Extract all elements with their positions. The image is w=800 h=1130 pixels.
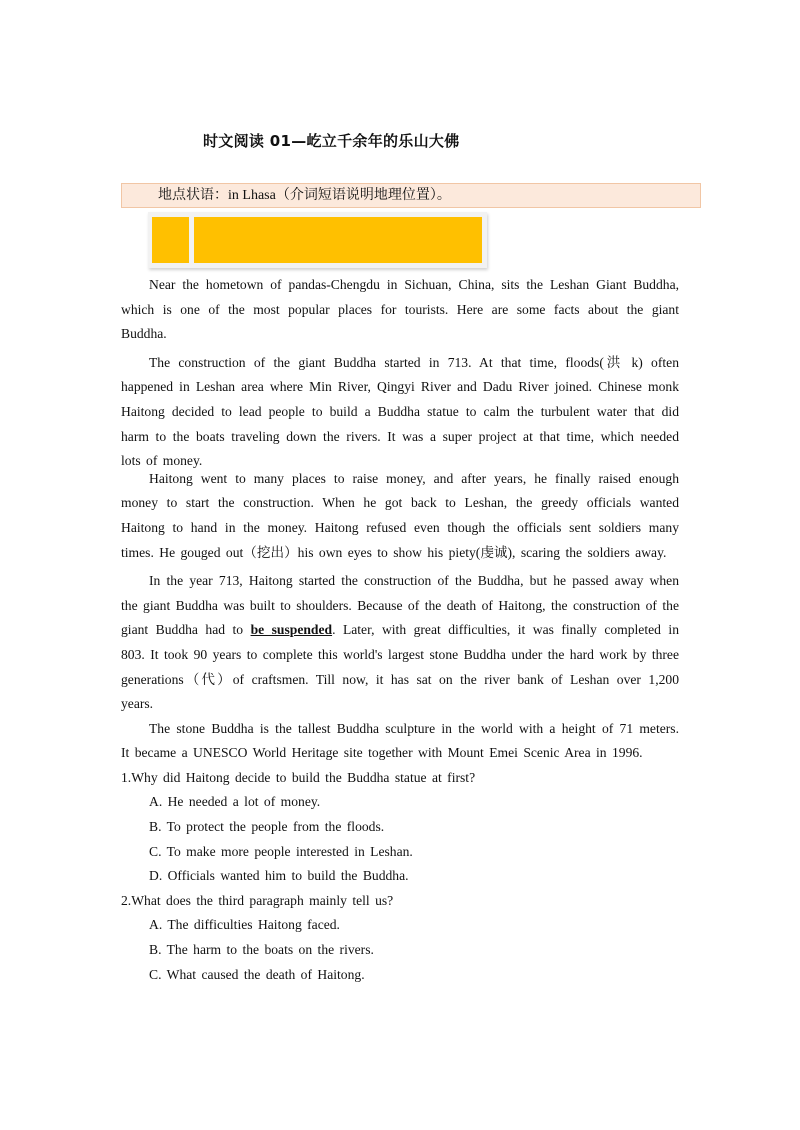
banner-block-left xyxy=(152,217,189,263)
article-body xyxy=(121,273,679,987)
option-a: A. The difficulties Haitong faced. xyxy=(149,917,340,933)
paragraph-4 xyxy=(121,569,679,717)
option-c: C. To make more people interested in Leshan. xyxy=(149,843,413,859)
paragraph-4-text-after: . Later, with great difficulties, it was finally completed in 803. It took 90 years to complete this world's largest stone Buddha under the hard work by three generations（代）of craftsmen. Till now, it has sat on the river bank of Leshan over 1,200 years. xyxy=(121,622,679,712)
banner-block-right xyxy=(194,217,482,263)
decorative-banner xyxy=(148,212,487,268)
question-stem: 1.Why did Haitong decide to build the Buddha statue at first? xyxy=(121,769,476,785)
paragraph-3: Haitong went to many places to raise money, and after years, he finally raised enough money to start the construction. When he got back to Leshan, the greedy officials wanted Haitong to hand in the money. Haitong refused even though the officials sent soldiers many times. He gouged out（挖出）his own eyes to show his piety(虔诚), scaring the soldiers away. xyxy=(121,470,679,560)
option-a: A. He needed a lot of money. xyxy=(149,794,321,810)
question-2 xyxy=(121,889,679,987)
option-c: C. What caused the death of Haitong. xyxy=(149,966,365,982)
page-title: 时文阅读 01—屹立千余年的乐山大佛 xyxy=(203,132,460,150)
paragraph-5: The stone Buddha is the tallest Buddha sculpture in the world with a height of 71 meters. It became a UNESCO World Heritage site together with Mount Emei Scenic Area in 1996. xyxy=(121,720,679,761)
paragraph-1: Near the hometown of pandas-Chengdu in Sichuan, China, sits the Leshan Giant Buddha, which is one of the most popular places for tourists. Here are some facts about the giant Buddha. xyxy=(121,277,679,342)
underlined-phrase: be suspended xyxy=(250,622,333,638)
grammar-note: 地点状语：in Lhasa（介词短语说明地理位置）。 xyxy=(121,183,701,208)
paragraph-2: The construction of the giant Buddha started in 713. At that time, floods(洪 k) often happened in Leshan area where Min River, Qingyi River and Dadu River joined. Chinese monk Haitong decided to lead people to build a Buddha statue to calm the turbulent water that did harm to the boats traveling down the rivers. It was a super project at that time, which needed lots of money. xyxy=(121,354,679,469)
option-b: B. The harm to the boats on the rivers. xyxy=(149,942,374,958)
paragraph-4-text-before: In the year 713, Haitong started the construction of the Buddha, but he passed away when the giant Buddha was built to shoulders. Because of the death of Haitong, the construction of the giant Buddha had to xyxy=(121,573,679,638)
option-b: B. To protect the people from the floods. xyxy=(149,819,385,835)
question-1 xyxy=(121,766,679,889)
option-d: D. Officials wanted him to build the Buddha. xyxy=(149,868,409,884)
question-stem: 2.What does the third paragraph mainly tell us? xyxy=(121,892,394,908)
